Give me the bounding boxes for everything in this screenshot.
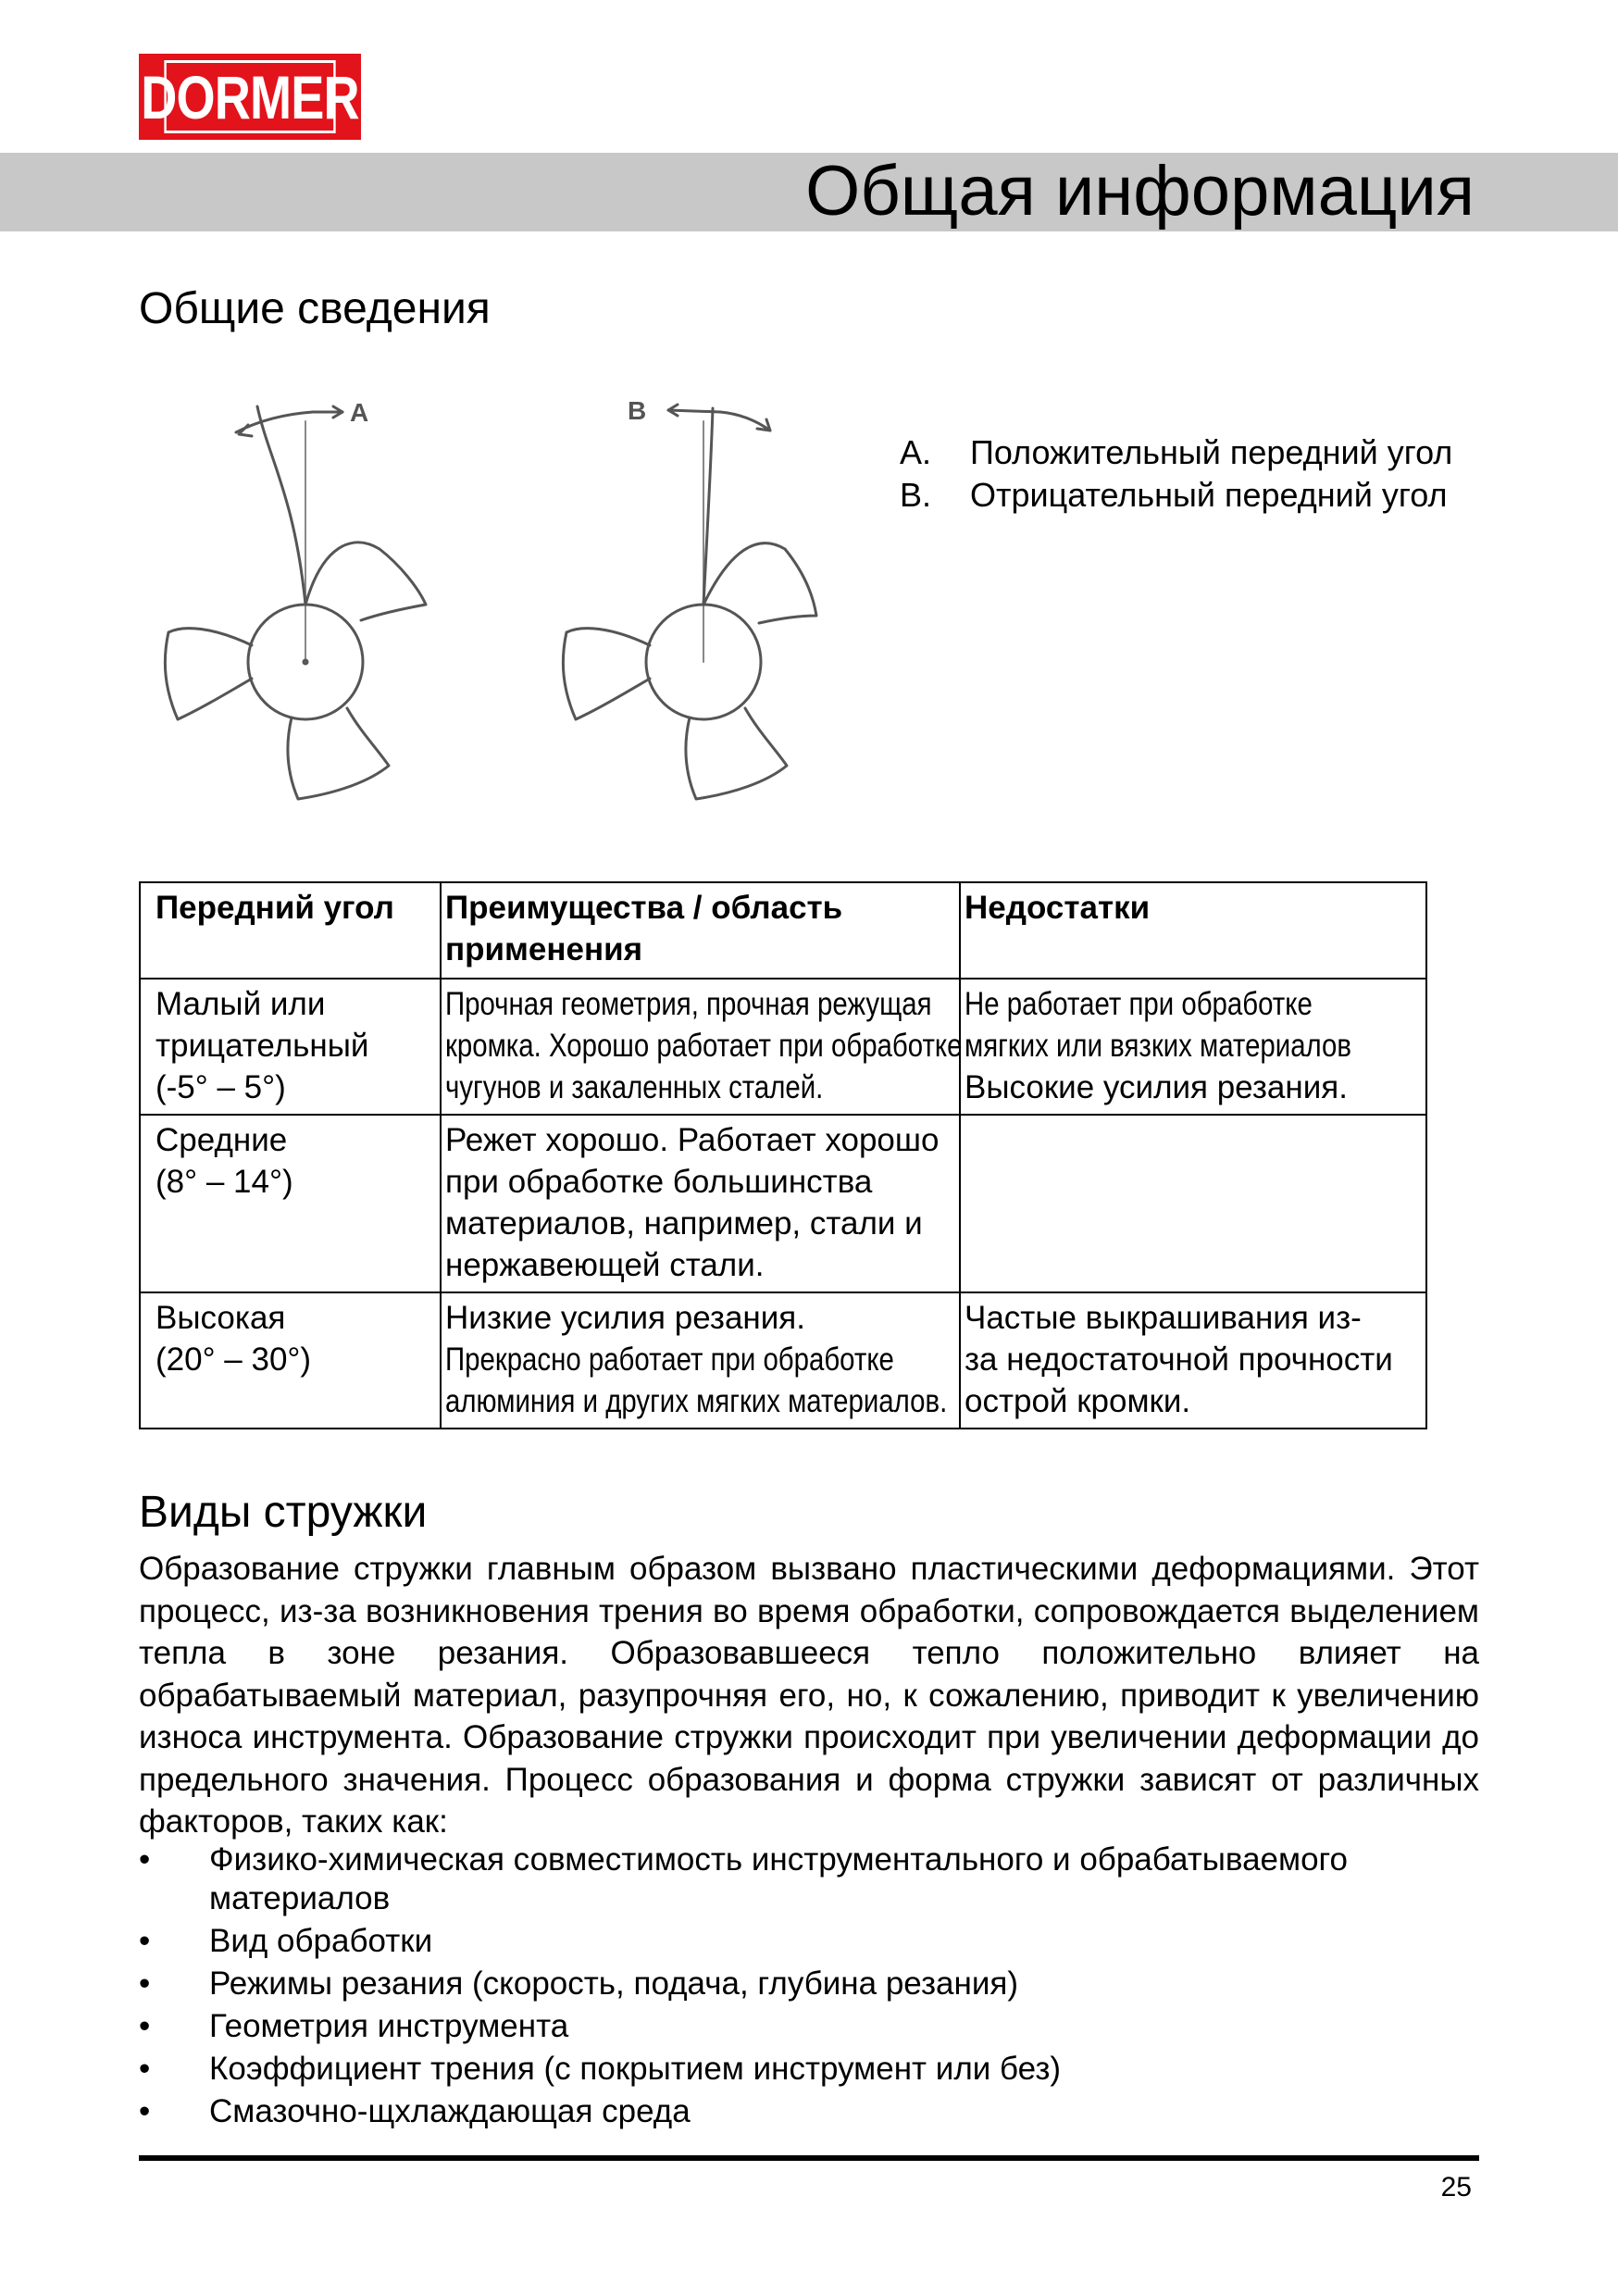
rake-angle-table [139,881,1427,1429]
legend-letter: B. [900,476,932,514]
cell-advantages [441,1292,960,1429]
page-number: 25 [1440,2172,1472,2202]
factors-list [139,1841,1479,2135]
cell-line: (-5° – 5°) [156,1069,286,1105]
section-title-chip-types: Виды стружки [139,1488,428,1537]
list-item-text: Режимы резания (скорость, подача, глубина резания) [209,1965,1018,2002]
cell-line: нержавеющей стали. [445,1247,765,1283]
cell-angle [140,979,441,1115]
cell-line: (8° – 14°) [156,1164,293,1200]
cell-advantages [441,1115,960,1292]
cell-disadvantages [960,1292,1426,1429]
chip-formation-paragraph: Образование стружки главным образом вызвано пластическими деформациями. Этот процесс, из-за возникновения трения во время обработки, сопровождается выделением тепла в зоне резания. Образовавшееся тепло положительно влияет на обрабатываемый материал, разупрочняя его, но, к сожалению, приводит к увеличению износа инструмента. Образование стружки происходит при увеличении деформации до предельного значения. Процесс образования и форма стружки зависят от различных факторов, таких как: [139,1551,1479,1840]
bullet-icon: • [139,2051,151,2087]
dormer-logo [139,54,361,140]
legend-item [900,431,1452,474]
cell-disadvantages [960,1115,1426,1292]
footer-rule [139,2155,1479,2161]
positive-rake-diagram [157,393,454,819]
cell-line: трицательный [156,1028,369,1064]
list-item [139,1841,1479,1918]
table-header-row [140,882,1426,979]
legend-text: Отрицательный передний угол [970,476,1448,514]
col-header-advantages: Преимущества / область применения [441,882,960,979]
cell-line: (20° – 30°) [156,1341,312,1378]
cell-line: Высокая [156,1300,286,1336]
rake-legend [900,431,1452,517]
cell-line: мягких или вязких материалов [965,1028,1352,1064]
list-item [139,2007,1479,2046]
bullet-icon: • [139,1923,151,1959]
list-item [139,2050,1479,2089]
cell-line: Частые выкрашивания из- [965,1300,1362,1336]
cell-line: алюминия и других мягких материалов. [445,1383,948,1419]
bullet-icon: • [139,2008,151,2044]
legend-item [900,474,1452,517]
cell-angle [140,1115,441,1292]
cell-line: материалов, например, стали и [445,1205,923,1242]
cell-line: Режет хорошо. Работает хорошо [445,1122,940,1158]
cell-line: Не работает при обработке [965,986,1313,1022]
table-row [140,1292,1426,1429]
list-item-text: Геометрия инструмента [209,2008,569,2044]
table-row [140,979,1426,1115]
cell-disadvantages [960,979,1426,1115]
bullet-icon: • [139,1841,151,1878]
section-title-general: Общие сведения [139,284,491,333]
list-item-text: Физико-химическая совместимость инструментального и обрабатываемого материалов [209,1841,1349,1916]
list-item-text: Смазочно-щхлаждающая среда [209,2093,691,2129]
list-item-text: Вид обработки [209,1923,433,1959]
cell-line: кромка. Хорошо работает при обработке [445,1028,963,1064]
col-header-angle: Передний угол [140,882,441,979]
bullet-icon: • [139,1965,151,2002]
bullet-icon: • [139,2093,151,2129]
cell-line: за недостаточной прочности [965,1341,1393,1378]
list-item [139,1965,1479,2003]
table-row [140,1115,1426,1292]
cell-line: Малый или [156,986,326,1022]
list-item-text: Коэффициент трения (с покрытием инструмент или без) [209,2051,1062,2087]
cell-line: острой кромки. [965,1383,1191,1419]
cell-line: чугунов и закаленных сталей. [445,1069,824,1105]
legend-text: Положительный передний угол [970,433,1453,471]
cell-line: Высокие усилия резания. [965,1069,1348,1105]
label-b: B [628,396,647,425]
cell-line: Средние [156,1122,288,1158]
legend-letter: A. [900,433,932,471]
cell-line: Прекрасно работает при обработке [445,1341,894,1378]
logo-text: DORMER [164,60,335,133]
col-header-disadvantages: Недостатки [960,882,1426,979]
page-title: Общая информация [805,152,1475,231]
list-item [139,2092,1479,2131]
negative-rake-diagram [555,393,852,819]
cell-line: при обработке большинства [445,1164,873,1200]
list-item [139,1922,1479,1961]
cell-advantages [441,979,963,1115]
header-band [0,153,1618,231]
cell-angle [140,1292,441,1429]
label-a: A [350,398,369,427]
cell-line: Прочная геометрия, прочная режущая [445,986,932,1022]
cell-line: Низкие усилия резания. [445,1300,805,1336]
